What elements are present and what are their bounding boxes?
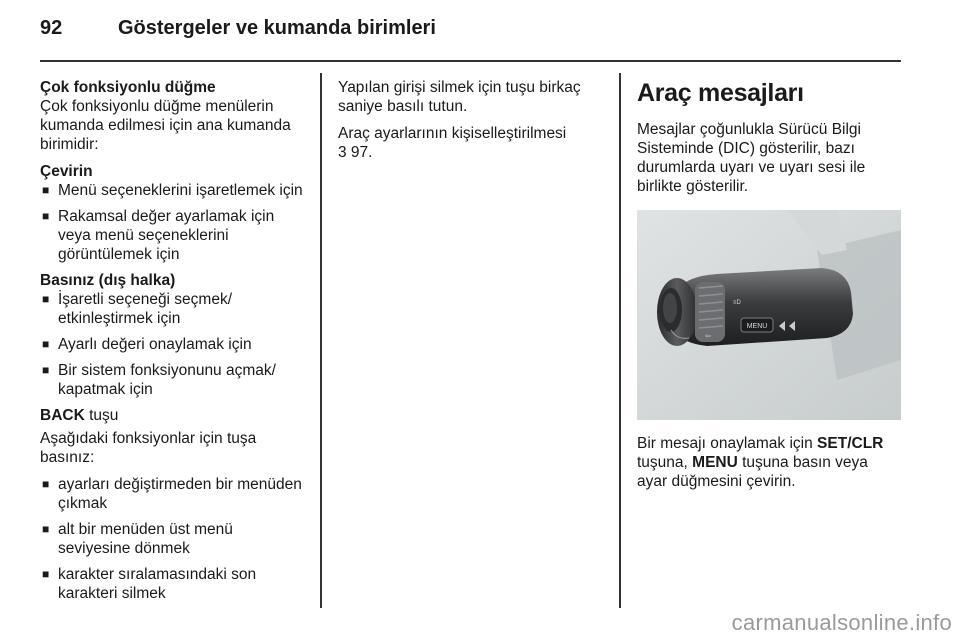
- turn-label: Çevirin: [40, 163, 93, 180]
- press-label: Basınız (dış halka): [40, 272, 176, 289]
- column-3: [637, 78, 901, 499]
- list-item: ■ alt bir menüden üst menü seviyesine dönmek: [40, 520, 308, 558]
- text-fragment: tuşuna,: [637, 454, 693, 471]
- back-intro: Aşağıdaki fonksiyonlar için tuşa basınız:: [40, 430, 257, 466]
- back-button-heading: [40, 406, 308, 425]
- turn-list: [40, 181, 308, 264]
- messages-paragraph: Mesajlar çoğunlukla Sürücü Bilgi Sisteminde (DIC) gösterilir, bazı durumlarda uyarı ve uyarı sesi ile birlikte gösterilir.: [637, 121, 866, 195]
- set-clr-key-label: SET/CLR: [817, 435, 884, 452]
- list-item: ■ Rakamsal değer ayarlamak için veya menü seçeneklerini görüntülemek için: [40, 207, 308, 264]
- intro-paragraph: Çok fonksiyonlu düğme menülerin kumanda edilmesi için ana kumanda birimidir:: [40, 98, 291, 153]
- svg-text:⇦: ⇦: [705, 333, 711, 340]
- list-item: ■ ayarları değiştirmeden bir menüden çıkmak: [40, 475, 308, 513]
- list-item: ■ karakter sıralamasındaki son karakteri silmek: [40, 565, 308, 603]
- text-fragment: Bir mesajı onaylamak için: [637, 435, 818, 452]
- list-item: ■ Menü seçeneklerini işaretlemek için: [40, 181, 308, 200]
- page-title: Göstergeler ve kumanda birimleri: [118, 17, 436, 39]
- column-2: [338, 78, 606, 162]
- back-label: BACK: [40, 407, 85, 424]
- watermark: carmanualsonline.info: [731, 610, 952, 635]
- menu-label-on-lever: MENU: [746, 323, 768, 330]
- header-rule: [40, 60, 901, 62]
- personalization-text: Araç ayarlarının kişiselleştirilmesi: [338, 125, 567, 142]
- turn-signal-lever-photo: [637, 210, 901, 420]
- section-heading-multifunction-knob: Çok fonksiyonlu düğme: [40, 79, 216, 96]
- clear-entry-paragraph: Yapılan girişi silmek için tuşu birkaç saniye basılı tutun.: [338, 79, 581, 115]
- list-item: ■ Ayarlı değeri onaylamak için: [40, 335, 308, 354]
- column-1: [40, 78, 308, 610]
- svg-text:≡D: ≡D: [733, 300, 741, 306]
- back-list: [40, 475, 308, 603]
- section-title-vehicle-messages: Araç mesajları: [637, 79, 804, 107]
- personalization-paragraph: [338, 124, 606, 162]
- page-reference-link[interactable]: 3 97.: [338, 144, 373, 161]
- list-item: ■ Bir sistem fonksiyonunu açmak/ kapatmak için: [40, 361, 308, 399]
- press-list: [40, 290, 308, 399]
- confirm-message-paragraph: [637, 434, 901, 491]
- column-divider-2: [619, 73, 621, 608]
- text-fragment: tuşuna basın veya ayar düğmesini çevirin.: [637, 454, 868, 490]
- column-divider-1: [320, 73, 322, 608]
- list-item: ■ İşaretli seçeneği seçmek/ etkinleştirmek için: [40, 290, 308, 328]
- menu-key-label: MENU: [692, 454, 738, 471]
- page-number: 92: [40, 17, 63, 39]
- back-suffix: tuşu: [84, 407, 119, 424]
